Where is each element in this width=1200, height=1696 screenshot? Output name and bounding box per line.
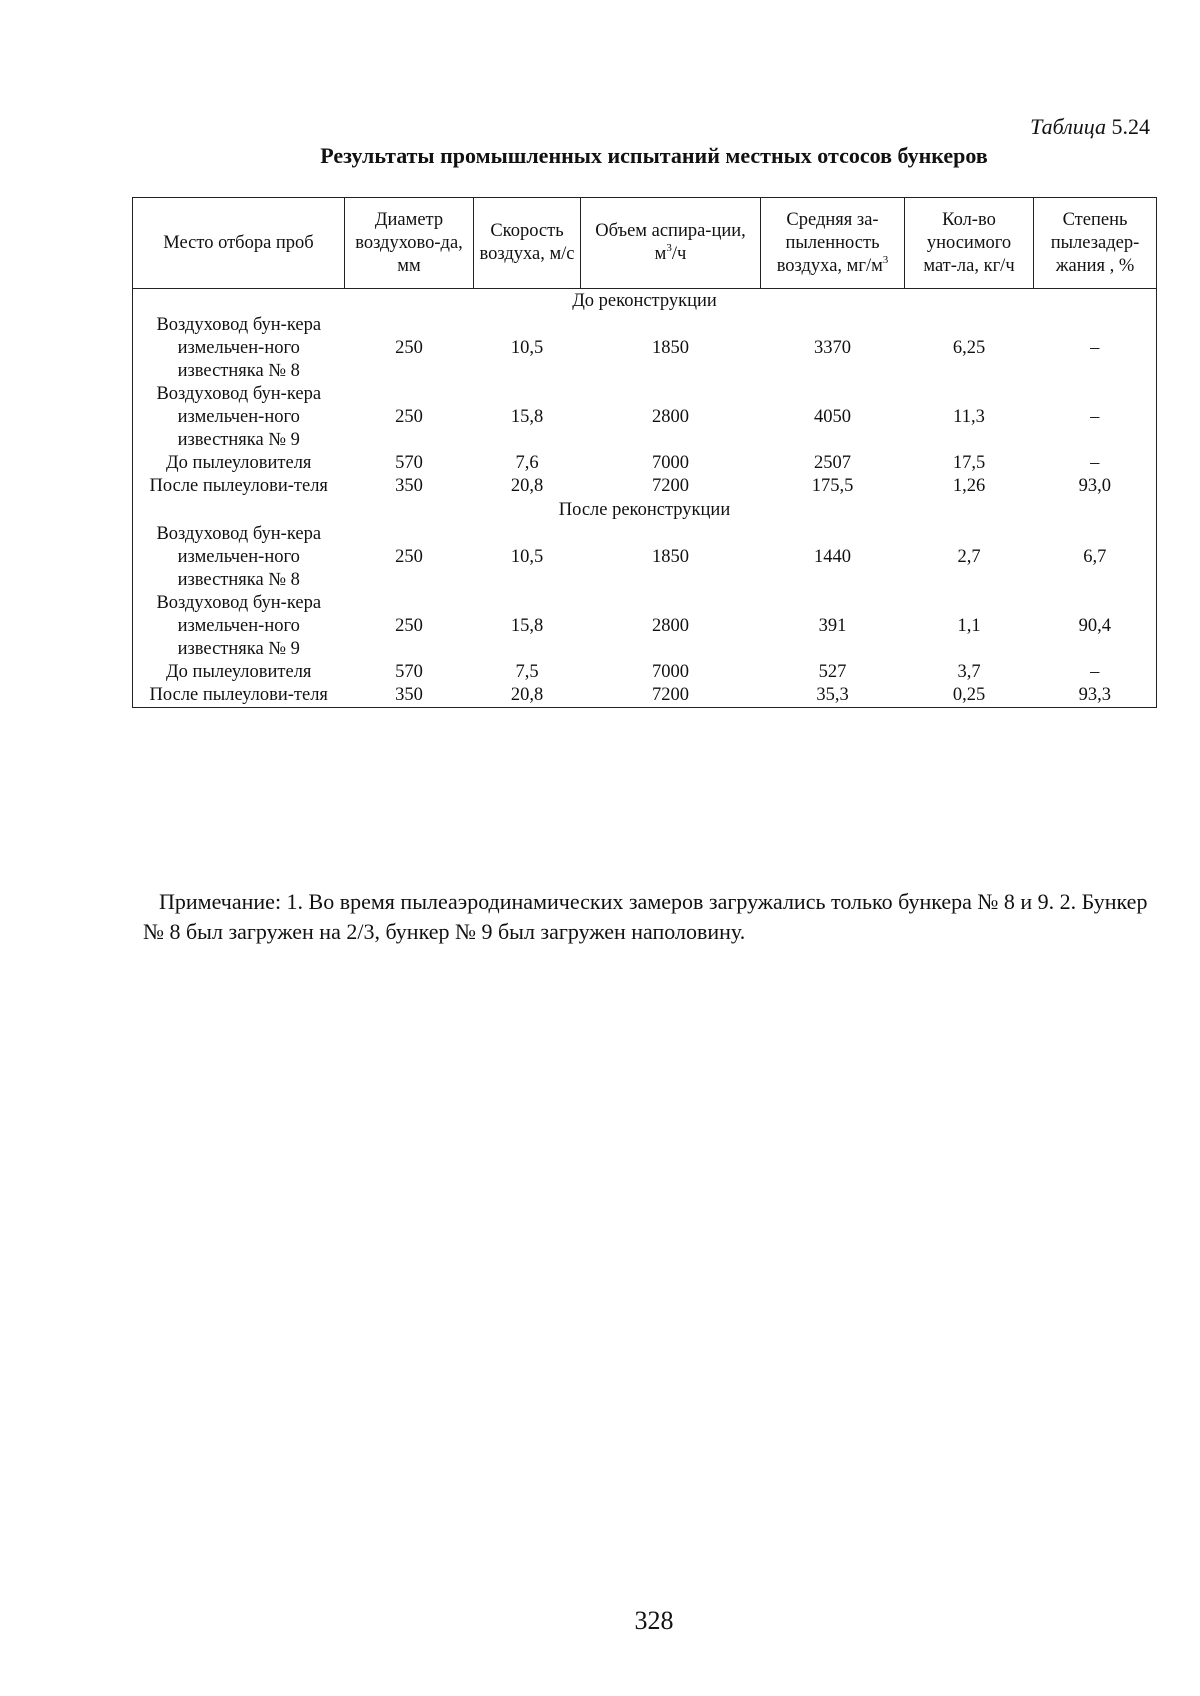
cell-volume: 7200: [652, 476, 689, 496]
header-speed: Скорость воздуха, м/с: [474, 198, 581, 289]
cell-place: После пылеулови-теля: [149, 685, 328, 705]
header-dust: Средняя за-пыленность воздуха, $мг/м^3$: [761, 198, 905, 289]
table-caption: [1030, 114, 1150, 140]
header-diameter: Диаметр воздухово-да, мм: [345, 198, 474, 289]
cell-speed: 15,8: [510, 616, 544, 636]
cell-place: Воздуховод бун-кера измельчен-ного известняка № 9: [156, 593, 322, 659]
cell-place: До пылеуловителя: [166, 662, 312, 682]
cell-diameter: 350: [395, 476, 423, 496]
cell-volume: 2800: [652, 616, 689, 636]
cell-degree: 90,4: [1078, 616, 1111, 636]
cell-degree: –: [1090, 407, 1100, 427]
cell-dust: 35,3: [816, 685, 849, 705]
cell-speed: 7,6: [515, 453, 539, 473]
cell-degree: 6,7: [1083, 547, 1107, 567]
cell-amount: 11,3: [953, 407, 985, 427]
table-row: [133, 661, 1157, 684]
cell-volume: 1850: [652, 547, 689, 567]
header-amount: Кол-во уносимого мат-ла, кг/ч: [905, 198, 1034, 289]
section-row: [133, 289, 1157, 315]
table-body: [133, 289, 1157, 708]
cell-speed: 7,5: [515, 662, 539, 682]
cell-diameter: 250: [395, 338, 423, 358]
cell-speed: 15,8: [510, 407, 544, 427]
cell-diameter: 350: [395, 685, 423, 705]
cell-dust: 3370: [814, 338, 851, 358]
cell-amount: 6,25: [952, 338, 986, 358]
cell-place: После пылеулови-теля: [149, 476, 328, 496]
header-row: [133, 198, 1157, 289]
table-row: [133, 452, 1157, 475]
cell-volume: 7000: [652, 453, 689, 473]
cell-place: Воздуховод бун-кера измельчен-ного известняка № 8: [156, 524, 322, 590]
section-row: [133, 498, 1157, 523]
cell-dust: 391: [818, 616, 847, 636]
table-row: [133, 383, 1157, 452]
cell-diameter: 250: [395, 547, 423, 567]
cell-volume: 2800: [652, 407, 689, 427]
cell-dust: 2507: [814, 453, 851, 473]
cell-amount: 0,25: [952, 685, 986, 705]
cell-diameter: 250: [395, 407, 423, 427]
cell-dust: 4050: [814, 407, 851, 427]
header-degree: Степень пылезадер-жания , %: [1034, 198, 1157, 289]
table-row: [133, 592, 1157, 661]
table-row: [133, 314, 1157, 383]
table-title: Результаты промышленных испытаний местных отсосов бункеров: [320, 143, 988, 168]
cell-amount: 2,7: [957, 547, 981, 567]
header-volume: Объем аспира-ции, $м^3/ч$: [581, 198, 761, 289]
results-table: [132, 197, 1157, 708]
table-row: [133, 684, 1157, 708]
cell-volume: 7200: [652, 685, 689, 705]
cell-dust: 527: [818, 662, 847, 682]
header-place: Место отбора проб: [133, 198, 345, 289]
cell-degree: –: [1090, 338, 1100, 358]
cell-speed: 10,5: [510, 547, 544, 567]
cell-dust: 1440: [814, 547, 851, 567]
table-caption-label: Таблица: [1030, 114, 1106, 139]
cell-place: Воздуховод бун-кера измельчен-ного известняка № 9: [156, 384, 322, 450]
cell-degree: 93,0: [1078, 476, 1111, 496]
cell-degree: 93,3: [1078, 685, 1111, 705]
cell-amount: 1,1: [957, 616, 981, 636]
cell-place: До пылеуловителя: [166, 453, 312, 473]
section-title: После реконструкции: [558, 500, 731, 520]
table-note: Примечание: 1. Во время пылеаэродинамических замеров загружались только бункера № 8 и 9. 2. Бункер № 8 был загружен на 2/3, бункер № 9 был загружен наполовину.: [143, 889, 1148, 944]
cell-degree: –: [1090, 662, 1100, 682]
cell-volume: 1850: [652, 338, 689, 358]
page-number: 328: [634, 1606, 674, 1635]
cell-place: Воздуховод бун-кера измельчен-ного известняка № 8: [156, 315, 322, 381]
cell-amount: 1,26: [952, 476, 986, 496]
table-row: [133, 475, 1157, 498]
cell-volume: 7000: [652, 662, 689, 682]
cell-dust: 175,5: [811, 476, 854, 496]
section-title: До реконструкции: [572, 291, 717, 311]
cell-amount: 3,7: [957, 662, 981, 682]
cell-degree: –: [1090, 453, 1100, 473]
cell-speed: 20,8: [510, 476, 544, 496]
table-row: [133, 523, 1157, 592]
cell-diameter: 570: [395, 662, 423, 682]
cell-speed: 20,8: [510, 685, 544, 705]
cell-speed: 10,5: [510, 338, 544, 358]
table-caption-number: 5.24: [1111, 114, 1150, 139]
cell-diameter: 250: [395, 616, 423, 636]
cell-diameter: 570: [395, 453, 423, 473]
cell-amount: 17,5: [952, 453, 986, 473]
